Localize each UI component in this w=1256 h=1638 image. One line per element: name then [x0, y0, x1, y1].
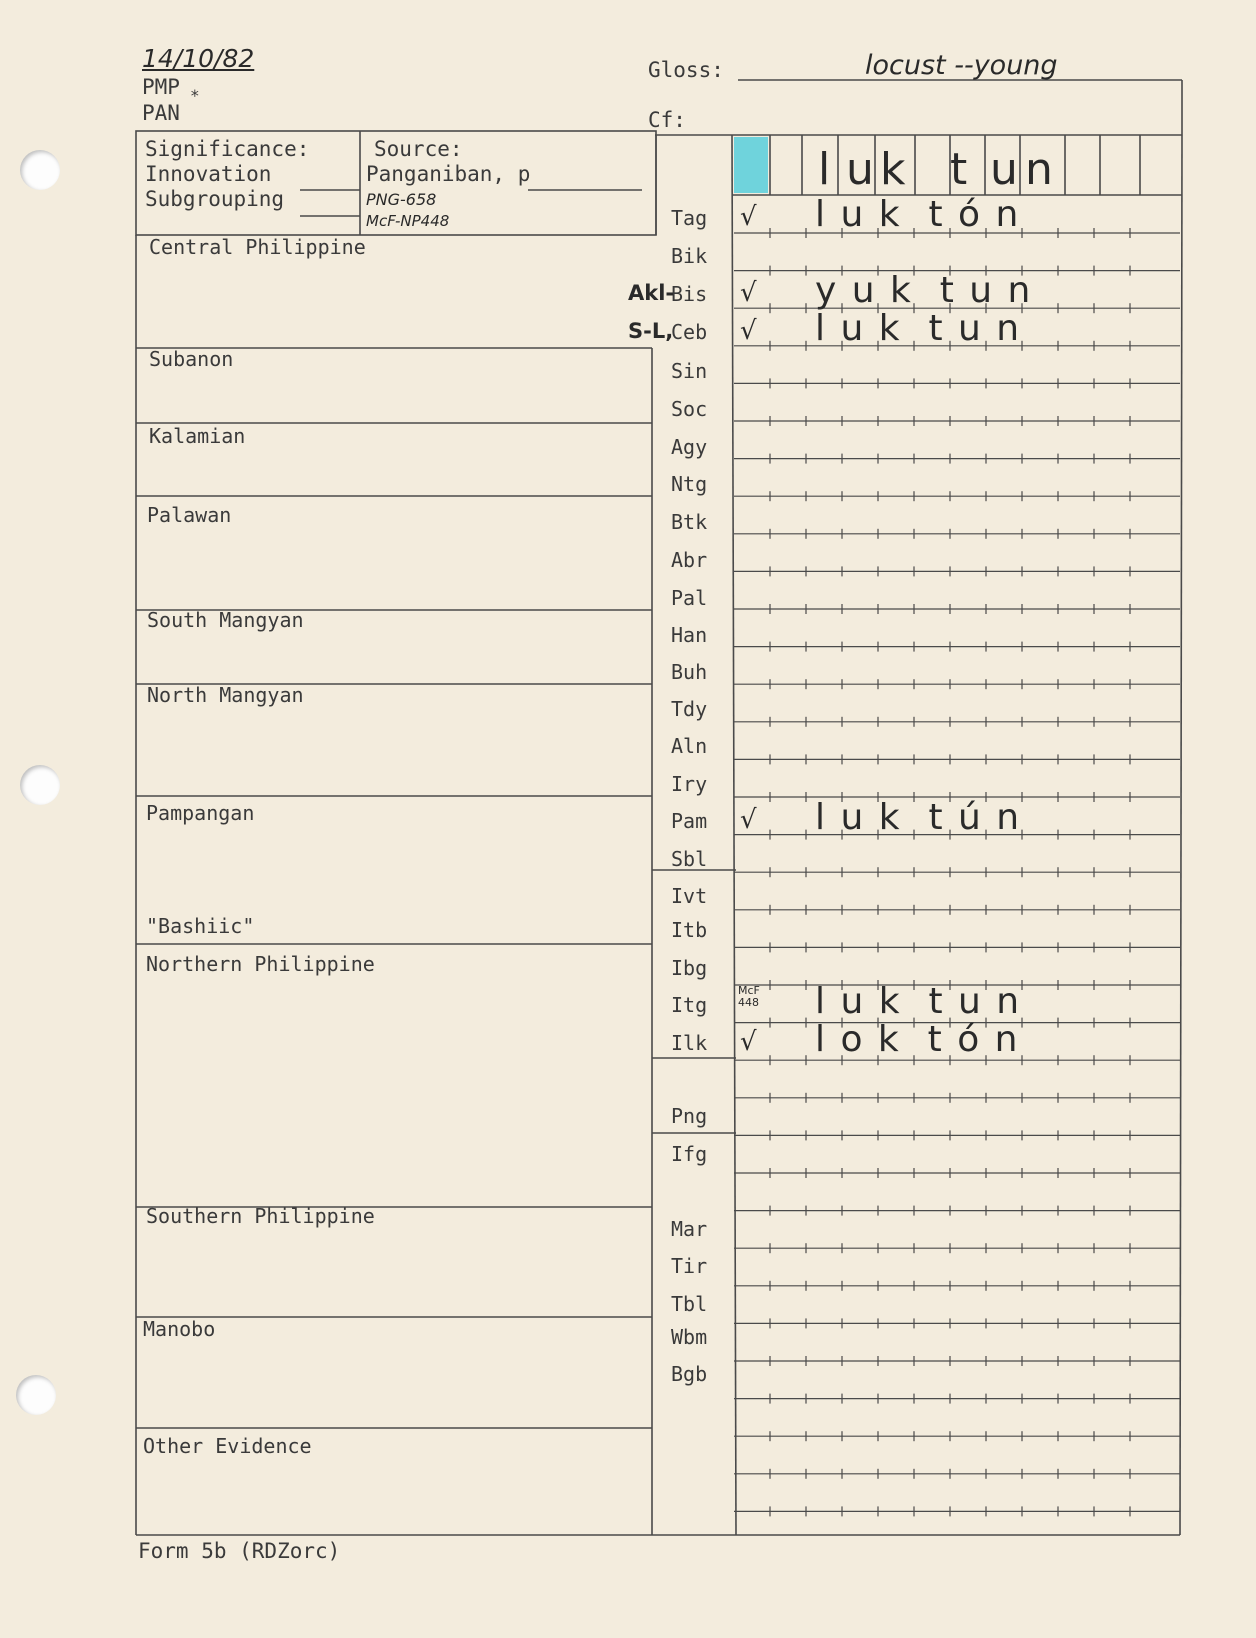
language-code: Pam [671, 809, 708, 833]
language-code: Ifg [671, 1142, 708, 1166]
language-form: l u k t u n [815, 981, 1022, 1022]
language-form: l u k t ó n [815, 194, 1021, 235]
language-code: Mar [671, 1217, 708, 1241]
language-form: y u k t u n [815, 270, 1033, 311]
check-mark: √ [740, 202, 757, 232]
language-code: Agy [671, 435, 708, 459]
language-code: Soc [671, 397, 708, 421]
group-label-northern-philippine: Northern Philippine [146, 952, 375, 976]
language-code: Bis [671, 282, 708, 306]
language-code: Btk [671, 510, 708, 534]
language-code: Pal [671, 586, 708, 610]
check-mark: √ [740, 805, 757, 835]
source-line-3: McF-NP448 [366, 212, 450, 230]
language-prefix: Akl- [628, 281, 675, 305]
language-code: Ntg [671, 472, 708, 496]
language-code: Ibg [671, 956, 708, 980]
group-label-south-mangyan: South Mangyan [147, 608, 304, 632]
recon-letter: n [1025, 144, 1053, 195]
language-code: Tag [671, 206, 708, 230]
language-code: Itb [671, 918, 708, 942]
recon-letter: u [990, 144, 1018, 195]
group-label-manobo: Manobo [143, 1317, 216, 1341]
check-mark: √ [740, 1027, 757, 1057]
language-code: Ilk [671, 1031, 708, 1055]
pmp-asterisk: * [190, 86, 200, 105]
language-code: Sbl [671, 847, 708, 871]
group-label-kalamian: Kalamian [149, 424, 246, 448]
highlight-cell [734, 137, 768, 193]
source-note: McF 448 [738, 984, 760, 1009]
group-label-palawan: Palawan [147, 503, 232, 527]
language-code: Itg [671, 993, 708, 1017]
group-label-bashiic: "Bashiic" [146, 914, 255, 938]
language-code: Han [671, 623, 708, 647]
date-handwritten: 14/10/82 [142, 44, 255, 73]
group-label-north-mangyan: North Mangyan [147, 683, 304, 707]
language-form: l u k t ú n [815, 797, 1022, 838]
group-label-central-philippine: Central Philippine [149, 235, 366, 259]
language-prefix: S-L, [628, 319, 674, 343]
source-line-2: PNG-658 [366, 190, 437, 209]
group-label-pampangan: Pampangan [146, 801, 255, 825]
check-mark: √ [740, 316, 757, 346]
recon-letter: u [846, 144, 874, 195]
language-code: Ivt [671, 884, 708, 908]
source-title: Source: [374, 137, 463, 161]
source-line-1: Panganiban, p [366, 162, 531, 186]
language-code: Iry [671, 772, 708, 796]
language-form: l u k t u n [815, 308, 1022, 349]
recon-letter: k [880, 144, 906, 195]
language-code: Tir [671, 1254, 708, 1278]
group-label-southern-philippine: Southern Philippine [146, 1204, 375, 1228]
language-code: Tdy [671, 697, 708, 721]
language-code: Buh [671, 660, 708, 684]
group-label-subanon: Subanon [149, 347, 234, 371]
recon-letter: t [950, 144, 968, 195]
language-code: Aln [671, 734, 708, 758]
language-code: Bgb [671, 1362, 708, 1386]
pan-label: PAN [142, 101, 180, 125]
gloss-label: Gloss: [648, 58, 724, 82]
gloss-value: locust --young [865, 50, 1058, 81]
language-code: Abr [671, 548, 708, 572]
language-code: Wbm [671, 1325, 708, 1349]
language-code: Tbl [671, 1292, 708, 1316]
language-code: Ceb [671, 320, 708, 344]
language-code: Png [671, 1104, 708, 1128]
significance-title: Significance: [145, 137, 310, 161]
language-code: Bik [671, 244, 708, 268]
innovation-label: Innovation [145, 162, 272, 186]
check-mark: √ [740, 278, 757, 308]
group-label-other-evidence: Other Evidence [143, 1434, 312, 1458]
recon-letter: l [818, 144, 831, 195]
cf-label: Cf: [648, 108, 686, 132]
form-footer: Form 5b (RDZorc) [138, 1539, 341, 1563]
language-form: l o k t ó n [815, 1019, 1020, 1060]
language-code: Sin [671, 359, 708, 383]
pmp-label: PMP [142, 75, 180, 99]
subgrouping-label: Subgrouping [145, 187, 285, 211]
